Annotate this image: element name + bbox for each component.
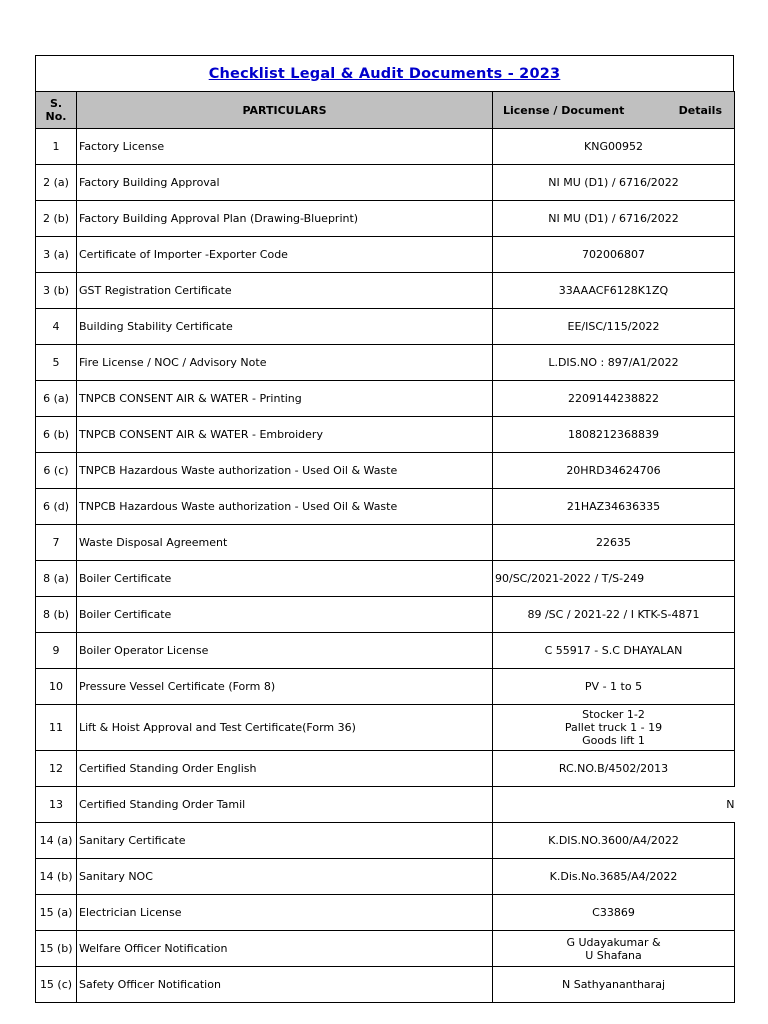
table-row <box>36 129 735 165</box>
table-row <box>36 823 735 859</box>
row-sno: 3 (b) <box>36 273 77 309</box>
row-particular: Boiler Operator License <box>77 633 493 669</box>
row-sno: 1 <box>36 129 77 165</box>
table-row <box>36 165 735 201</box>
row-license: EE/ISC/115/2022 <box>493 309 735 345</box>
row-particular: Electrician License <box>77 895 493 931</box>
row-license: 21HAZ34636335 <box>493 489 735 525</box>
row-particular: Building Stability Certificate <box>77 309 493 345</box>
row-sno: 2 (a) <box>36 165 77 201</box>
row-particular: GST Registration Certificate <box>77 273 493 309</box>
table-row <box>36 273 735 309</box>
row-license: 20HRD34624706 <box>493 453 735 489</box>
row-license: Stocker 1-2 Pallet truck 1 - 19 Goods lift 1 <box>493 705 735 751</box>
row-license: G Udayakumar & U Shafana <box>493 931 735 967</box>
header-details-label: Details <box>678 103 722 117</box>
table-row <box>36 669 735 705</box>
title-row <box>35 55 734 91</box>
row-particular: Certificate of Importer -Exporter Code <box>77 237 493 273</box>
row-sno: 9 <box>36 633 77 669</box>
row-particular: Welfare Officer Notification <box>77 931 493 967</box>
table-row <box>36 751 735 787</box>
row-particular: Lift & Hoist Approval and Test Certificate(Form 36) <box>77 705 493 751</box>
row-license: K.Dis.No.3685/A4/2022 <box>493 859 735 895</box>
row-particular: Boiler Certificate <box>77 597 493 633</box>
row-sno: 2 (b) <box>36 201 77 237</box>
table-row <box>36 525 735 561</box>
row-license: RC.NO.B/4502/2013 <box>493 751 735 787</box>
table-body <box>36 129 735 1003</box>
row-license: KNG00952 <box>493 129 735 165</box>
row-license: C33869 <box>493 895 735 931</box>
row-particular: Sanitary NOC <box>77 859 493 895</box>
row-sno: 11 <box>36 705 77 751</box>
row-license: PV - 1 to 5 <box>493 669 735 705</box>
row-sno: 14 (b) <box>36 859 77 895</box>
row-particular: Pressure Vessel Certificate (Form 8) <box>77 669 493 705</box>
row-particular: Certified Standing Order Tamil <box>77 787 493 823</box>
table-row <box>36 967 735 1003</box>
row-particular: Boiler Certificate <box>77 561 493 597</box>
table-row <box>36 561 735 597</box>
row-license: N <box>493 787 735 823</box>
row-sno: 15 (c) <box>36 967 77 1003</box>
checklist-table <box>35 91 735 1003</box>
row-license: 33AAACF6128K1ZQ <box>493 273 735 309</box>
row-license: 702006807 <box>493 237 735 273</box>
row-license: 1808212368839 <box>493 417 735 453</box>
row-sno: 6 (a) <box>36 381 77 417</box>
table-row <box>36 787 735 823</box>
row-license: NI MU (D1) / 6716/2022 <box>493 201 735 237</box>
row-sno: 4 <box>36 309 77 345</box>
row-particular: Factory Building Approval <box>77 165 493 201</box>
row-sno: 8 (a) <box>36 561 77 597</box>
row-license: L.DIS.NO : 897/A1/2022 <box>493 345 735 381</box>
row-license: K.DIS.NO.3600/A4/2022 <box>493 823 735 859</box>
row-sno: 13 <box>36 787 77 823</box>
table-row <box>36 237 735 273</box>
row-license: 2209144238822 <box>493 381 735 417</box>
table-row <box>36 345 735 381</box>
table-row <box>36 931 735 967</box>
page-title[interactable]: Checklist Legal & Audit Documents - 2023 <box>208 65 561 82</box>
row-sno: 3 (a) <box>36 237 77 273</box>
table-row <box>36 859 735 895</box>
row-license: 90/SC/2021-2022 / T/S-249 <box>493 561 735 597</box>
table-row <box>36 597 735 633</box>
row-sno: 15 (a) <box>36 895 77 931</box>
row-particular: Safety Officer Notification <box>77 967 493 1003</box>
row-particular: Certified Standing Order English <box>77 751 493 787</box>
header-license <box>493 92 735 129</box>
table-row <box>36 633 735 669</box>
row-license: NI MU (D1) / 6716/2022 <box>493 165 735 201</box>
row-sno: 6 (d) <box>36 489 77 525</box>
row-particular: Factory License <box>77 129 493 165</box>
row-sno: 7 <box>36 525 77 561</box>
row-particular: TNPCB CONSENT AIR & WATER - Printing <box>77 381 493 417</box>
row-license: C 55917 - S.C DHAYALAN <box>493 633 735 669</box>
table-row <box>36 201 735 237</box>
row-sno: 6 (c) <box>36 453 77 489</box>
row-license: 89 /SC / 2021-22 / I KTK-S-4871 <box>493 597 735 633</box>
row-license: N Sathyanantharaj <box>493 967 735 1003</box>
table-row <box>36 381 735 417</box>
table-row <box>36 895 735 931</box>
row-sno: 6 (b) <box>36 417 77 453</box>
row-sno: 15 (b) <box>36 931 77 967</box>
table-row <box>36 417 735 453</box>
checklist-sheet <box>35 55 734 1003</box>
header-row <box>36 92 735 129</box>
row-sno: 12 <box>36 751 77 787</box>
row-sno: 8 (b) <box>36 597 77 633</box>
row-particular: Waste Disposal Agreement <box>77 525 493 561</box>
table-row <box>36 309 735 345</box>
row-particular: Sanitary Certificate <box>77 823 493 859</box>
header-sno: S. No. <box>36 92 77 129</box>
row-particular: Fire License / NOC / Advisory Note <box>77 345 493 381</box>
header-license-label: License / Document <box>503 103 625 117</box>
row-sno: 14 (a) <box>36 823 77 859</box>
row-particular: Factory Building Approval Plan (Drawing-Blueprint) <box>77 201 493 237</box>
row-license: 22635 <box>493 525 735 561</box>
row-particular: TNPCB CONSENT AIR & WATER - Embroidery <box>77 417 493 453</box>
row-sno: 5 <box>36 345 77 381</box>
row-particular: TNPCB Hazardous Waste authorization - Used Oil & Waste <box>77 453 493 489</box>
header-particulars: PARTICULARS <box>77 92 493 129</box>
table-row <box>36 489 735 525</box>
table-row <box>36 453 735 489</box>
row-particular: TNPCB Hazardous Waste authorization - Used Oil & Waste <box>77 489 493 525</box>
row-sno: 10 <box>36 669 77 705</box>
table-row <box>36 705 735 751</box>
